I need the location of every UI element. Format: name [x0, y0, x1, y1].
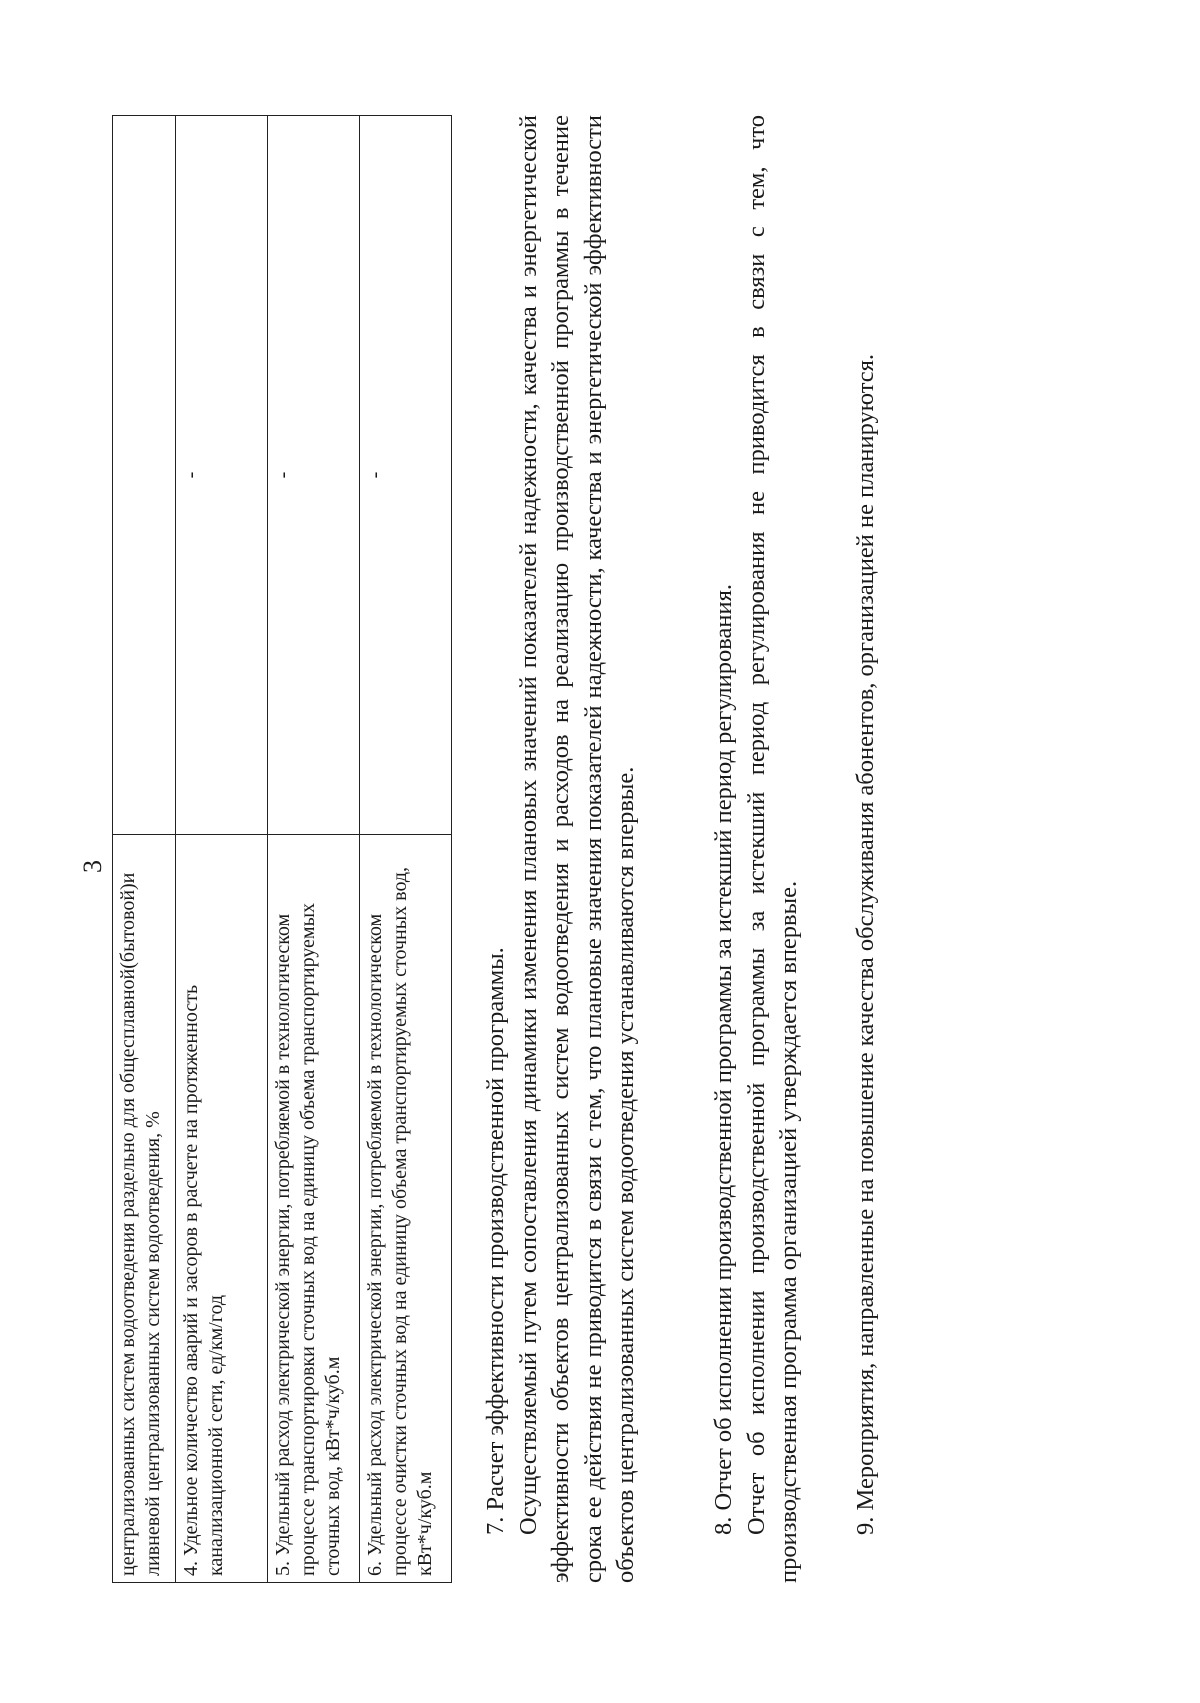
- section-9: [850, 115, 883, 1583]
- table-row: [176, 116, 268, 1583]
- table-cell-description: 5. Удельный расход электрической энергии, потребляемой в технологическом процессе транспортировки сточных вод на единицу объема транспортируемых сточных вод, кВт*ч/куб.м: [268, 835, 360, 1583]
- section-9-heading: 9. Мероприятия, направленные на повышение качества обслуживания абонентов, организацией не планируются.: [852, 353, 879, 1535]
- table-row: [360, 116, 452, 1583]
- page-number: 3: [78, 860, 107, 873]
- table-cell-description: 4. Удельное количество аварий и засоров в расчете на протяженность канализационной сети, ед/км/год: [176, 835, 268, 1583]
- section-8-heading: 8. Отчет об исполнении производственной программы за истекший период регулирования.: [710, 583, 737, 1535]
- table-cell-value: [113, 116, 176, 835]
- table-cell-description: 6. Удельный расход электрической энергии, потребляемой в технологическом процессе очистки сточных вод на единицу объема транспортируемых сточных вод, кВт*ч/куб.м: [360, 835, 452, 1583]
- table-row: [113, 116, 176, 1583]
- section-8: [708, 115, 806, 1583]
- table-cell-description: централизованных систем водоотведения раздельно для общесплавной(бытовой)и ливневой централизованных систем водоотведения, %: [113, 835, 176, 1583]
- section-7-body: Осуществляемый путем сопоставления динамики изменения плановых значений показателей надежности, качества и энергетической эффективности объектов централизованных систем водоотведения и расходов на реализацию производственной программы в течение срока ее действия не приводится в связи с тем, что плановые значения показателей надежности, качества и энергетической эффективности объектов централизованных систем водоотведения устанавливаются впервые.: [514, 115, 639, 1583]
- table-cell-value: -: [268, 116, 360, 835]
- indicators-table: [112, 115, 452, 1583]
- table-cell-value: -: [360, 116, 452, 835]
- section-7-heading: 7. Расчет эффективности производственной программы.: [482, 947, 509, 1535]
- table-cell-value: -: [176, 116, 268, 835]
- section-7: [480, 115, 643, 1583]
- table-row: [268, 116, 360, 1583]
- section-8-body: Отчет об исполнении производственной программы за истекший период регулирования не приводится в связи с тем, что производственная программа организацией утверждается впервые.: [742, 115, 802, 1583]
